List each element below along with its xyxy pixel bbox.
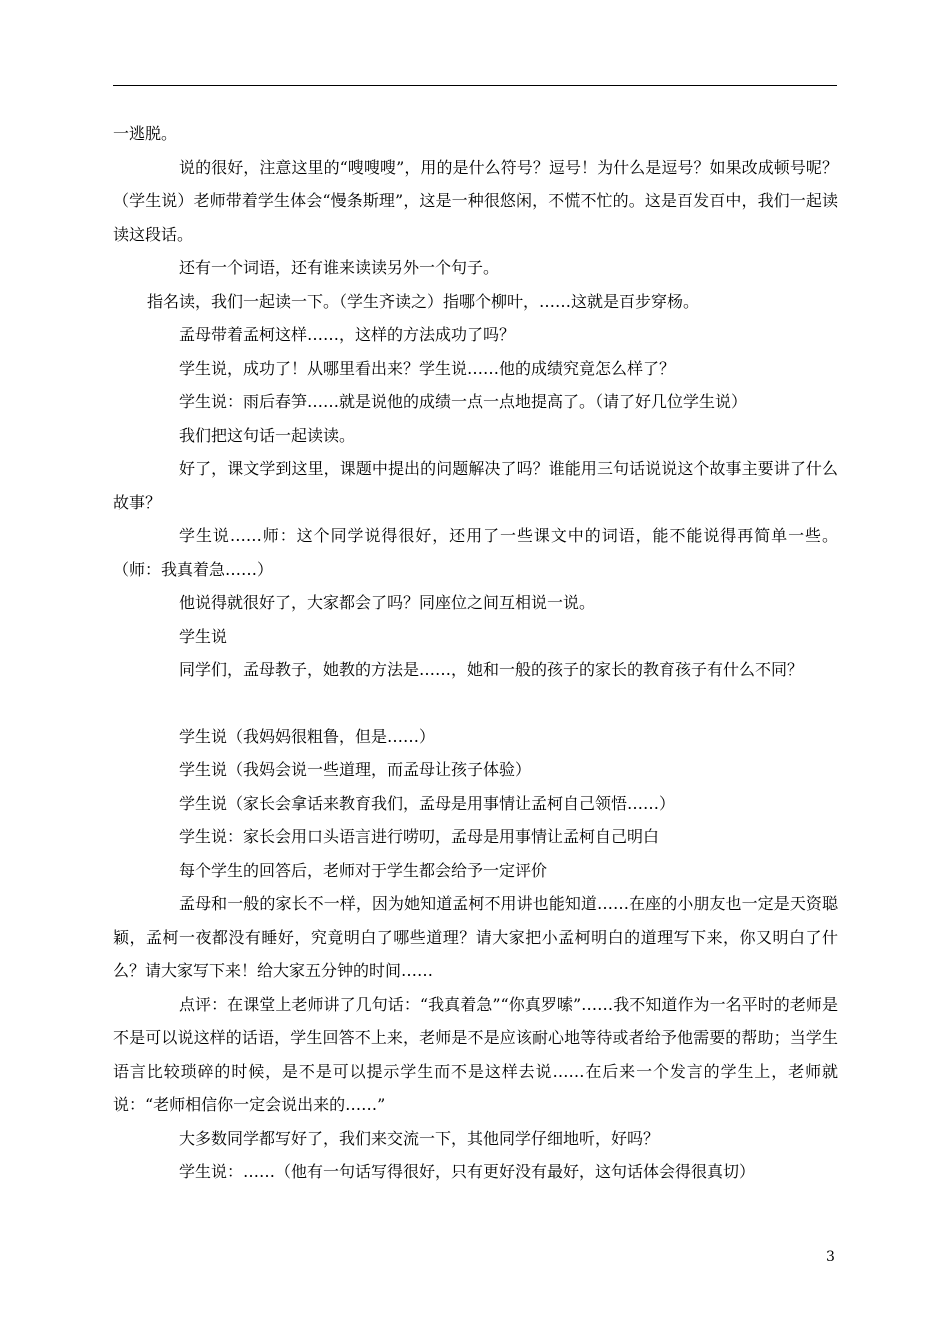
paragraph: 学生说（我妈妈很粗鲁，但是……） xyxy=(179,726,436,746)
paragraph: 同学们，孟母教子，她教的方法是……，她和一般的孩子的家长的教育孩子有什么不同？ xyxy=(179,660,804,679)
paragraph: 还有一个词语，还有谁来读读另外一个句子。 xyxy=(179,258,500,277)
paragraph: 孟母和一般的家长不一样，因为她知道孟柯不用讲也能知道……在座的小朋友也一定是天资聪颖，孟柯一夜都没有睡好，究竟明白了哪些道理？请大家把小孟柯明白的道理写下来，你又明白了什么？请大家写下来！给大家五分钟的时间…… xyxy=(113,894,838,980)
paragraph: 好了，课文学到这里，课题中提出的问题解决了吗？谁能用三句话说说这个故事主要讲了什么故事？ xyxy=(113,459,838,512)
paragraph: 大多数同学都写好了，我们来交流一下，其他同学仔细地听，好吗？ xyxy=(179,1128,660,1148)
paragraph: 学生说……师：这个同学说得很好，还用了一些课文中的词语，能不能说得再简单一些。（师：我真着急……） xyxy=(113,526,838,579)
paragraph: 学生说 xyxy=(179,626,228,646)
paragraph: 学生说，成功了！从哪里看出来？学生说……他的成绩究竟怎么样了？ xyxy=(179,358,676,378)
paragraph: 每个学生的回答后，老师对于学生都会给予一定评价 xyxy=(179,860,548,880)
paragraph: 一逃脱。 xyxy=(113,124,178,143)
paragraph: 我们把这句话一起读读。 xyxy=(179,425,356,445)
paragraph: 孟母带着孟柯这样……，这样的方法成功了吗？ xyxy=(179,325,516,344)
paragraph: 学生说：雨后春笋……就是说他的成绩一点一点地提高了。（请了好几位学生说） xyxy=(179,392,748,411)
paragraph: 学生说：……（他有一句话写得很好，只有更好没有最好，这句话体会得很真切） xyxy=(179,1162,756,1181)
paragraph: 说的很好，注意这里的“嗖嗖嗖”，用的是什么符号？逗号！为什么是逗号？如果改成顿号呢？（学生说）老师带着学生体会“慢条斯理”，这是一种很悠闲，不慌不忙的。这是百发百中，我们一起读读这段话。 xyxy=(113,157,838,244)
page-number: 3 xyxy=(826,1249,835,1265)
paragraph: 学生说：家长会用口头语言进行唠叨，孟母是用事情让孟柯自己明白 xyxy=(179,827,660,846)
paragraph: 学生说（我妈会说一些道理，而孟母让孩子体验） xyxy=(179,760,532,779)
body-text xyxy=(113,117,838,1189)
header-rule xyxy=(113,85,837,86)
blank-line xyxy=(113,687,838,720)
paragraph: 他说得就很好了，大家都会了吗？同座位之间互相说一说。 xyxy=(179,593,596,612)
paragraph: 点评：在课堂上老师讲了几句话：“我真着急”“你真罗嗦”……我不知道作为一名平时的老师是不是可以说这样的话语，学生回答不上来，老师是不是应该耐心地等待或者给予他需要的帮助；当学生语言比较琐碎的时候，是不是可以提示学生而不是这样去说……在后来一个发言的学生上，老师就说：“老师相信你一定会说出来的……” xyxy=(113,994,838,1114)
paragraph: 学生说（家长会拿话来教育我们，孟母是用事情让孟柯自己领悟……） xyxy=(179,793,676,813)
paragraph: 指名读，我们一起读一下。（学生齐读之）指哪个柳叶，……这就是百步穿杨。 xyxy=(147,291,700,311)
